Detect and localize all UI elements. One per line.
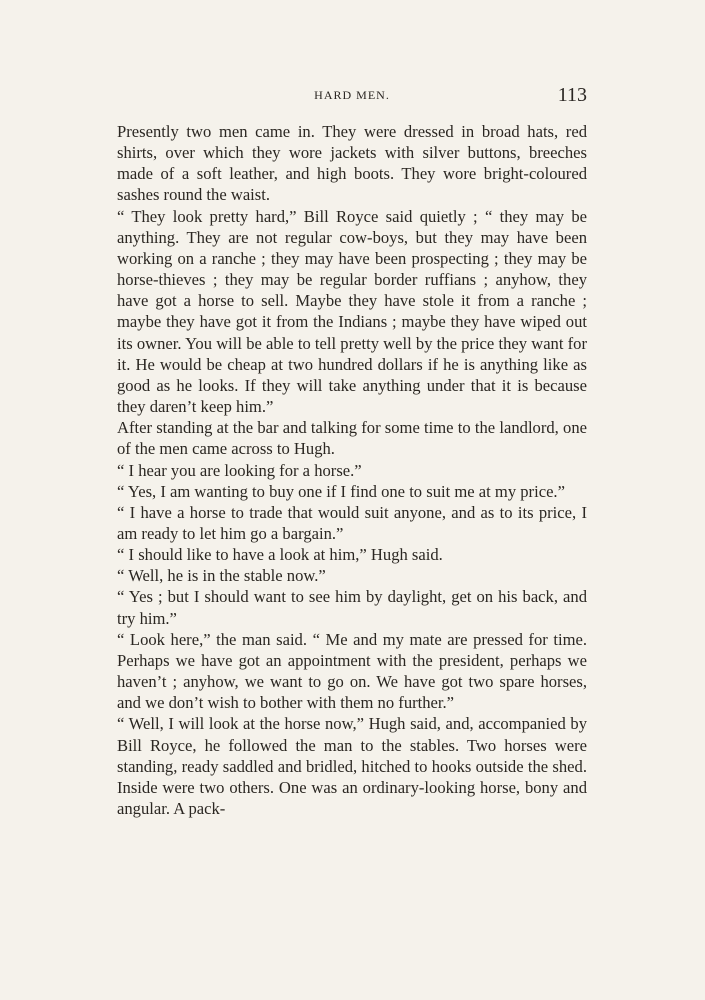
paragraph: “ Well, I will look at the horse now,” Hugh said, and, accompanied by Bill Royce, he followed the man to the stables. Two horses were standing, ready saddled and bridled, hitched to hooks outside the shed. Inside were two others. One was an ordinary-looking horse, bony and angular. A pack- — [117, 714, 587, 818]
paragraph: “ They look pretty hard,” Bill Royce said quietly ; “ they may be anything. They are not regular cow-boys, but they may have been working on a ranche ; they may have been prospecting ; they may be horse-thieves ; they may be regular border ruffians ; anyhow, they have got a horse to sell. Maybe they have stole it from a ranche ; maybe they have got it from the Indians ; maybe they have wiped out its owner. You will be able to tell pretty well by the price they want for it. He would be cheap at two hundred dollars if he is anything like as good as he looks. If they will take anything under that it is because they daren’t keep him.” — [117, 206, 587, 417]
running-head: HARD MEN. — [314, 88, 390, 102]
paragraph: “ I should like to have a look at him,” Hugh said. — [117, 545, 443, 565]
paragraph: “ Well, he is in the stable now.” — [117, 566, 326, 586]
paragraph: “ I hear you are looking for a horse.” — [117, 460, 362, 480]
paragraph: “ I have a horse to trade that would suit anyone, and as to its price, I am ready to let him go a bargain.” — [117, 502, 587, 543]
page-number: 113 — [557, 84, 587, 106]
page-header — [117, 84, 587, 108]
body-text — [117, 121, 587, 819]
paragraph: “ Yes ; but I should want to see him by daylight, get on his back, and try him.” — [117, 587, 587, 628]
paragraph: Presently two men came in. They were dressed in broad hats, red shirts, over which they wore jackets with silver buttons, breeches made of a soft leather, and high boots. They wore bright-coloured sashes round the waist. — [117, 122, 587, 205]
paragraph: “ Yes, I am wanting to buy one if I find one to suit me at my price.” — [117, 481, 565, 501]
paragraph: After standing at the bar and talking for some time to the landlord, one of the men came across to Hugh. — [117, 418, 587, 459]
paragraph: “ Look here,” the man said. “ Me and my mate are pressed for time. Perhaps we have got an appointment with the president, perhaps we haven’t ; anyhow, we want to go on. We have got two spare horses, and we don’t wish to bother with them no further.” — [117, 629, 587, 713]
